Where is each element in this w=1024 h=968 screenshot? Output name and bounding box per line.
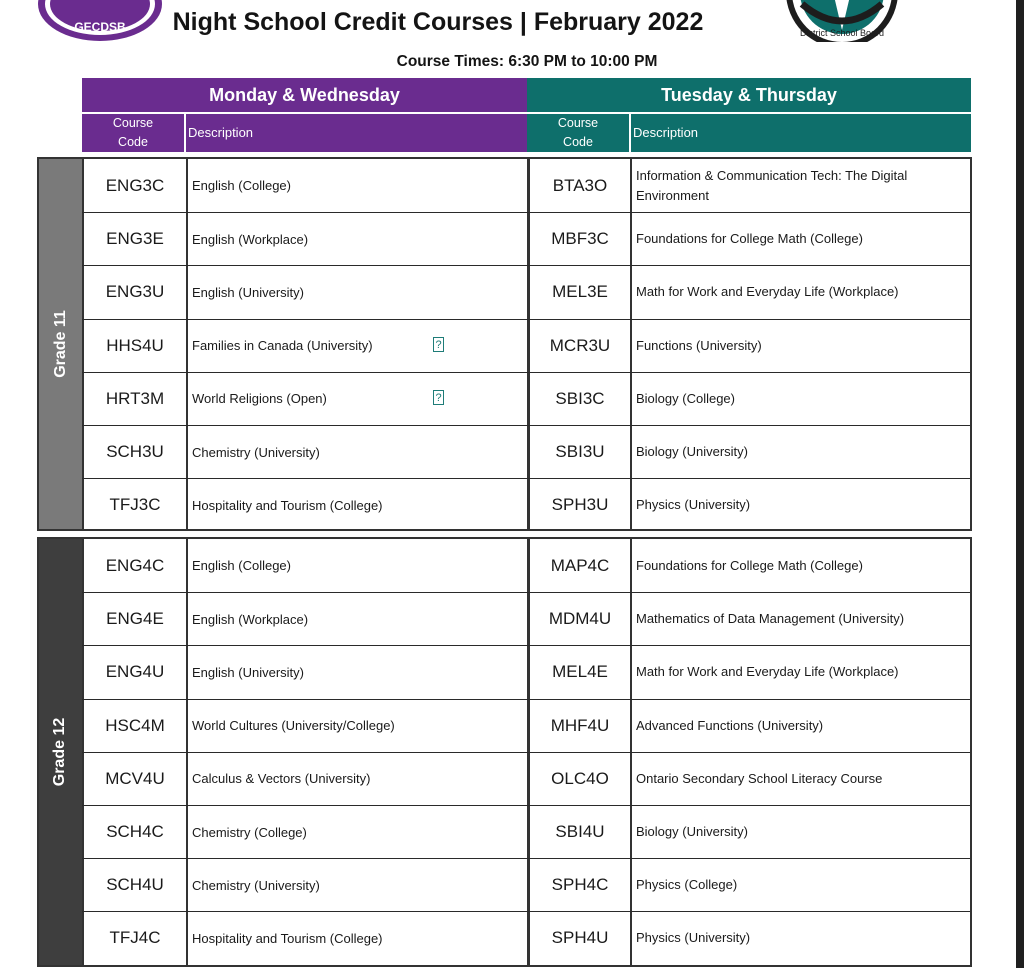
page-edge — [1016, 0, 1024, 968]
page-title: Night School Credit Courses | February 2022 — [172, 8, 704, 36]
mon-wed-description: Hospitality and Tourism (College) — [186, 912, 527, 964]
table-row — [82, 478, 970, 531]
table-row — [82, 805, 970, 858]
tue-thu-course-code: MAP4C — [527, 539, 630, 592]
tue-thu-course-code: MEL4E — [527, 646, 630, 698]
mon-wed-course-code: ENG3C — [82, 159, 186, 212]
tue-thu-course-code: SBI3U — [527, 426, 630, 478]
tue-thu-course-code: SPH4U — [527, 912, 630, 964]
grade-11-block — [37, 157, 972, 531]
mon-wed-description: Hospitality and Tourism (College) — [186, 479, 527, 531]
description-header: Description — [188, 125, 254, 140]
tue-thu-course-code: BTA3O — [527, 159, 630, 212]
mon-wed-description: World Cultures (University/College) — [186, 700, 527, 752]
mon-wed-description: Chemistry (College) — [186, 806, 527, 858]
table-row — [82, 752, 970, 805]
mon-wed-course-code: ENG4E — [82, 593, 186, 645]
mon-wed-description: English (Workplace) — [186, 593, 527, 645]
tue-thu-description: Biology (College) — [630, 373, 970, 425]
mon-wed-description: Chemistry (University) — [186, 859, 527, 911]
tue-thu-description: Mathematics of Data Management (University) — [630, 593, 970, 645]
tue-thu-course-code: MBF3C — [527, 213, 630, 265]
tue-thu-course-code: SBI3C — [527, 373, 630, 425]
grade-12-block — [37, 537, 972, 967]
description-header: Description — [633, 125, 699, 140]
mon-wed-description: Calculus & Vectors (University) — [186, 753, 527, 805]
grade-12-label: Grade 12 — [39, 539, 82, 965]
mon-wed-course-code: ENG3E — [82, 213, 186, 265]
mon-wed-course-code: TFJ3C — [82, 479, 186, 531]
header-monday-wednesday — [82, 78, 527, 152]
mon-wed-course-code: SCH4U — [82, 859, 186, 911]
course-times: Course Times: 6:30 PM to 10:00 PM — [396, 53, 658, 70]
table-row — [82, 645, 970, 698]
table-row — [82, 592, 970, 645]
mon-wed-description: English (College) — [186, 539, 527, 592]
tue-thu-description: Foundations for College Math (College) — [630, 213, 970, 265]
tue-thu-description: Functions (University) — [630, 320, 970, 372]
tue-thu-description: Math for Work and Everyday Life (Workplace) — [630, 266, 970, 318]
tue-thu-course-code: MHF4U — [527, 700, 630, 752]
grade-11-label: Grade 11 — [39, 159, 82, 529]
table-row — [82, 858, 970, 911]
mon-wed-course-code: HSC4M — [82, 700, 186, 752]
tue-thu-description: Physics (University) — [630, 912, 970, 964]
tue-thu-course-code: SPH3U — [527, 479, 630, 531]
svg-text:District School Board: District School Board — [799, 28, 885, 38]
header-tuesday-thursday — [527, 78, 971, 152]
tue-thu-course-code: SPH4C — [527, 859, 630, 911]
tue-thu-description: Physics (College) — [630, 859, 970, 911]
mon-wed-course-code: SCH3U — [82, 426, 186, 478]
tue-thu-course-code: MEL3E — [527, 266, 630, 318]
tue-thu-description: Math for Work and Everyday Life (Workplace) — [630, 646, 970, 698]
tue-thu-description: Information & Communication Tech: The Digital Environment — [630, 159, 970, 212]
tue-thu-description: Advanced Functions (University) — [630, 700, 970, 752]
mon-wed-course-code: TFJ4C — [82, 912, 186, 964]
mon-wed-course-code: ENG4C — [82, 539, 186, 592]
svg-text:GECDSB: GECDSB — [74, 20, 126, 34]
mon-wed-course-code: SCH4C — [82, 806, 186, 858]
tue-thu-description: Foundations for College Math (College) — [630, 539, 970, 592]
mon-wed-course-code: MCV4U — [82, 753, 186, 805]
table-row — [82, 699, 970, 752]
missing-glyph-icon: ? — [433, 337, 444, 352]
table-row — [82, 425, 970, 478]
day-label-mon-wed: Monday & Wednesday — [209, 85, 400, 105]
mon-wed-description: English (University) — [186, 266, 527, 318]
tue-thu-description: Physics (University) — [630, 479, 970, 531]
mon-wed-description: English (University) — [186, 646, 527, 698]
table-row — [82, 911, 970, 964]
tue-thu-course-code: MDM4U — [527, 593, 630, 645]
tue-thu-course-code: OLC4O — [527, 753, 630, 805]
table-row — [82, 539, 970, 592]
mon-wed-description: English (College) — [186, 159, 527, 212]
mon-wed-description: World Religions (Open) ? — [186, 373, 527, 425]
mon-wed-description: Chemistry (University) — [186, 426, 527, 478]
course-code-header: Course Code — [557, 116, 599, 149]
table-row — [82, 265, 970, 318]
mon-wed-course-code: ENG3U — [82, 266, 186, 318]
tue-thu-course-code: SBI4U — [527, 806, 630, 858]
mon-wed-course-code: ENG4U — [82, 646, 186, 698]
table-row — [82, 319, 970, 372]
tue-thu-description: Ontario Secondary School Literacy Course — [630, 753, 970, 805]
table-row — [82, 372, 970, 425]
mon-wed-description: Families in Canada (University) ? — [186, 320, 527, 372]
table-row — [82, 212, 970, 265]
mon-wed-description: English (Workplace) — [186, 213, 527, 265]
day-label-tue-thu: Tuesday & Thursday — [661, 85, 837, 105]
tue-thu-course-code: MCR3U — [527, 320, 630, 372]
mon-wed-course-code: HRT3M — [82, 373, 186, 425]
tue-thu-description: Biology (University) — [630, 426, 970, 478]
missing-glyph-icon: ? — [433, 390, 444, 405]
tue-thu-description: Biology (University) — [630, 806, 970, 858]
table-row — [82, 159, 970, 212]
mon-wed-course-code: HHS4U — [82, 320, 186, 372]
course-code-header: Course Code — [112, 116, 154, 149]
